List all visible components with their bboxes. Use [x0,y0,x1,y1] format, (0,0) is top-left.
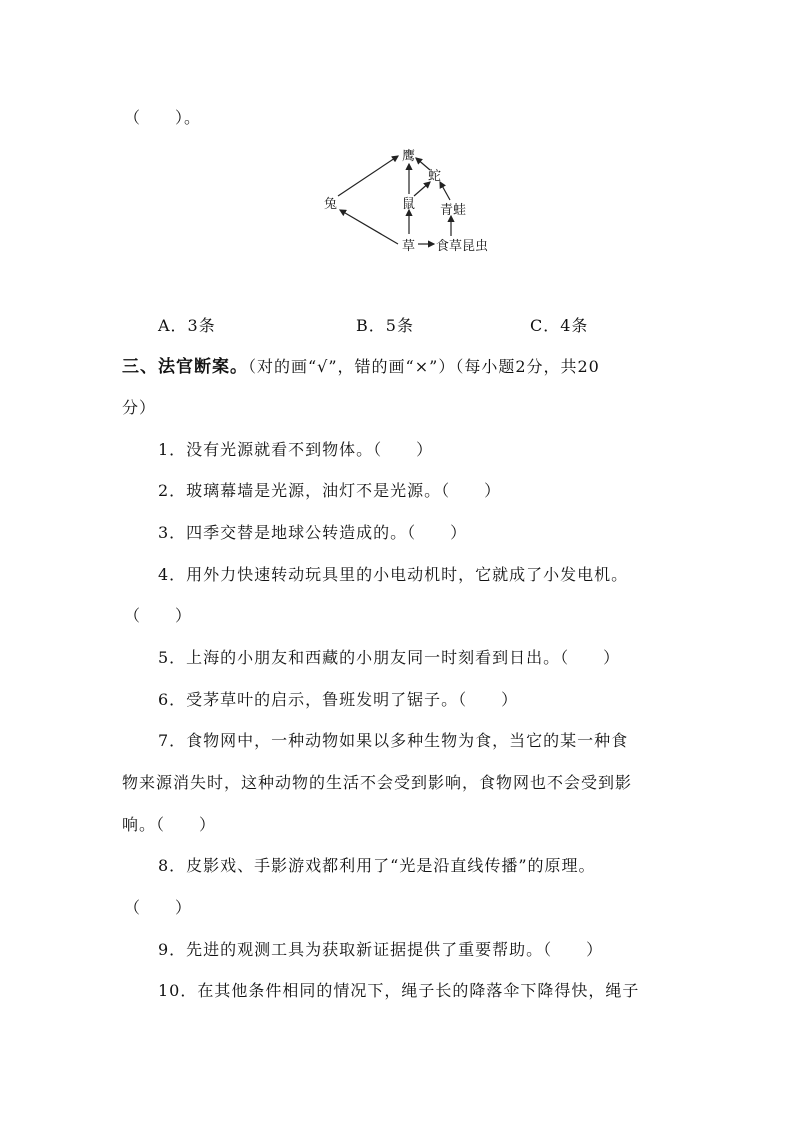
question-4-line1: 4．用外力快速转动玩具里的小电动机时，它就成了小发电机。 [158,565,629,584]
option-c: C．4条 [530,316,589,335]
question-6: 6．受茅草叶的启示，鲁班发明了锯子。（ ） [158,690,519,709]
question-8-line2: （ ） [124,898,193,917]
answer-blank-top: （ ）。 [124,108,202,127]
label-mouse: 鼠 [402,197,416,212]
food-web-diagram [318,138,508,258]
question-3: 3．四季交替是地球公转造成的。（ ） [158,523,468,542]
question-10-line1: 10．在其他条件相同的情况下，绳子长的降落伞下降得快，绳子 [158,981,640,1000]
label-snake: 蛇 [428,169,442,184]
section-title: 三、法官断案。 [122,357,248,377]
section-instructions: （对的画“√”，错的画“×”）（每小题2分，共20 [248,357,600,376]
question-5: 5．上海的小朋友和西藏的小朋友同一时刻看到日出。（ ） [158,648,621,667]
question-2: 2．玻璃幕墙是光源，油灯不是光源。（ ） [158,481,502,500]
question-4-line2: （ ） [124,606,193,625]
arrow-grass-rabbit [340,210,398,244]
arrow-mouse-snake [414,182,430,196]
section-instructions-cont: 分） [122,398,157,417]
question-8-line1: 8．皮影戏、手影游戏都利用了“光是沿直线传播”的原理。 [158,856,596,875]
label-grass: 草 [402,239,416,254]
question-9: 9．先进的观测工具为获取新证据提供了重要帮助。（ ） [158,940,604,959]
question-7-line1: 7．食物网中，一种动物如果以多种生物为食，当它的某一种食 [158,731,629,750]
option-b: B．5条 [356,316,414,335]
section-heading [122,357,600,377]
question-1: 1．没有光源就看不到物体。（ ） [158,440,434,459]
label-rabbit: 兔 [324,197,338,212]
option-a: A．3条 [158,316,216,335]
label-frog: 青蛙 [440,203,467,218]
question-7-line2: 物来源消失时，这种动物的生活不会受到影响，食物网也不会受到影 [122,773,633,792]
arrow-frog-snake [440,182,450,200]
question-7-line3: 响。（ ） [122,815,217,834]
arrow-rabbit-eagle [338,156,398,196]
label-insect: 食草昆虫 [436,239,489,254]
label-eagle: 鹰 [402,149,416,164]
